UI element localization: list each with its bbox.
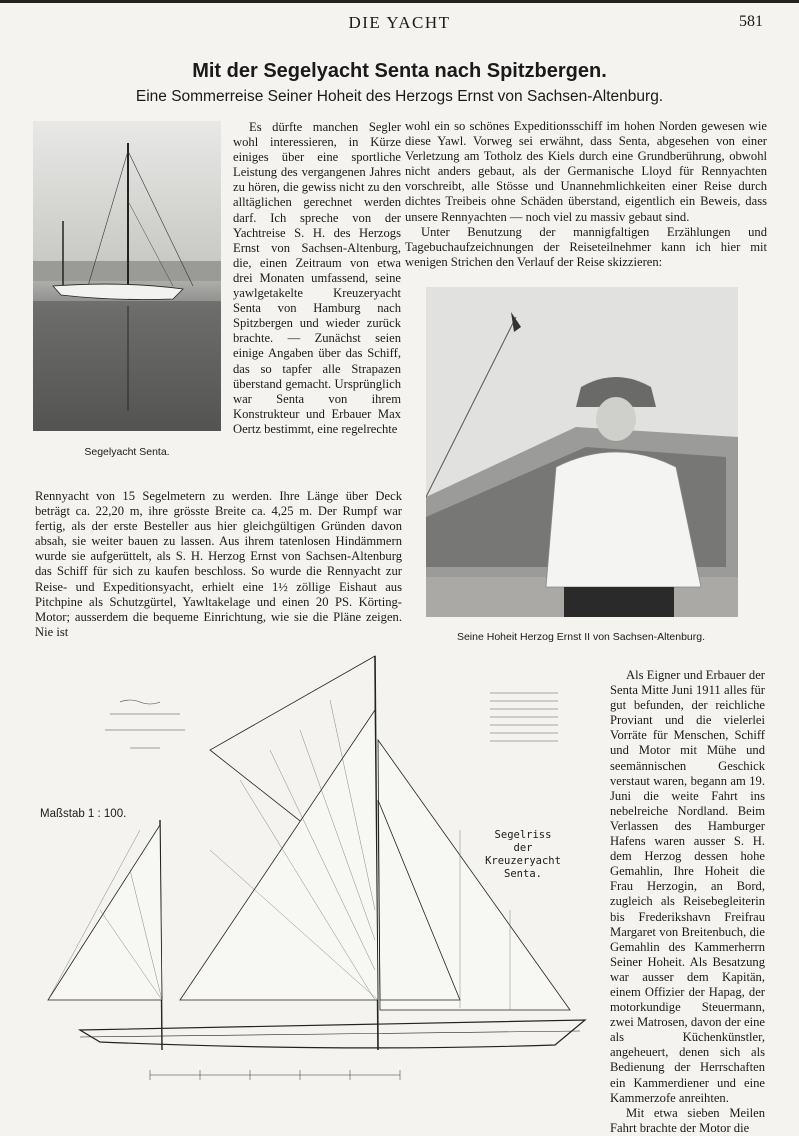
paragraph: Unter Benutzung der mannigfaltigen Erzählungen und Tagebuchaufzeichnungen der Reiseteilnehmer kann ich hier mit wenigen Strichen den Verlauf der Reise skizzieren: (405, 224, 767, 269)
column-1-top-text (233, 120, 401, 437)
column-2-text (405, 119, 767, 270)
sail-area-table (488, 688, 568, 748)
paragraph: Es dürfte manchen Segler wohl interessieren, in Kürze einiges über eine sportliche Leistung des vergangenen Jahres zu hören, die gewiss nicht zu den alltäglichen gerechnet werden darf. Ich spreche von der Yachtreise S. H. des Herzogs Ernst von Sachsen-Altenburg, die, einen Zeitraum von etwa drei Monaten umfassend, seine yawlgetakelte Kreuzeryacht Senta von Hamburg nach Spitzbergen und wieder zurück brachte. — Zunächst seien einige Angaben über das Schiff, das so tapfer alle Strapazen überstand gemacht. Ursprünglich war Senta von ihrem Konstrukteur und Erbauer Max Oertz bestimmt, eine regelrechte (233, 120, 401, 436)
yacht-photo (33, 121, 221, 431)
scale-label: Maßstab 1 : 100. (40, 808, 127, 820)
paragraph: wohl ein so schönes Expeditionsschiff im hohen Norden gewesen wie diese Yawl. Vorweg sei erwähnt, dass Senta, abgesehen von einer Verletzung am Totholz des Kiels durch eine Grundberührung, obwohl nicht anders gebaut, als der Germanische Lloyd für Rennyachten vorschreibt, alle Stösse und Unannehmlichkeiten einer Reise durch dichtes Treibeis ohne Schäden überstand, eigentlich ein Beweis, dass unsere Rennyachten — noch viel zu massiv gebaut sind. (405, 119, 767, 224)
column-3-text (610, 668, 765, 1136)
running-head: DIE YACHT (348, 13, 451, 32)
column-1-bottom-text (35, 489, 402, 640)
article-title: Mit der Segelyacht Senta nach Spitzbergen. (192, 60, 607, 82)
paragraph: Rennyacht von 15 Segelmetern zu werden. Ihre Länge über Deck beträgt ca. 22,20 m, ihre grösste Breite ca. 4,25 m. Der Rumpf war fertig, als der erste Besteller aus hier gleichgültigen Gründen davon absah, sie weiter bauen zu lassen. Aus ihrem tatenlosen Hindämmern wurde sie aufgerüttelt, als S. H. Herzog Ernst von Sachsen-Altenburg das Schiff für sich zu kaufen beschloss. So wurde die Rennyacht zur Reise- und Expeditionsyacht, erhielt eine 1½ zöllige Eishaut aus Pitchpine als Schutzgürtel, Yawltakelage und einen 20 PS. Körting-Motor; ausserdem die bequeme Einrichtung, wie sie die Pläne zeigen. Nie ist (35, 489, 402, 639)
article-subtitle: Eine Sommerreise Seiner Hoheit des Herzogs Ernst von Sachsen-Altenburg. (135, 88, 664, 105)
duke-photo-caption: Seine Hoheit Herzog Ernst II von Sachsen-Altenburg. (456, 631, 706, 643)
paragraph: Als Eigner und Erbauer der Senta Mitte Juni 1911 alles für gut befunden, der reichliche Proviant und die vielerlei Vorräte für Menschen, Schiff und Motor mit Mühe und seemännischen Geschick verstaut waren, begann am 19. Juni die weite Fahrt ins nebelreiche Nordland. Beim Verlassen des Hamburger Hafens waren ausser S. H. dem Herzog dessen hohe Gemahlin, Ihre Hoheit die Frau Herzogin, an Bord, zugleich als Reisebegleiterin bis Frederikshavn Freifrau Margaret von Breitenbuch, die Gemahlin des Kammerherrn Seiner Hoheit. Als Besatzung war ausser dem Kapitän, einem Offizier der Hapag, der motorkundige Steuermann, zwei Matrosen, davon der eine als Küchenkünstler, angeheuert, denen sich als Bedienung der Herrschaften ein Kammerdiener und eine Kammerzofe anreihten. (610, 668, 765, 1105)
sail-plan-caption: Segelriss der Kreuzeryacht Senta. (485, 829, 561, 880)
plan-title-block (100, 696, 190, 762)
paragraph: Mit etwa sieben Meilen Fahrt brachte der Motor die (610, 1105, 765, 1135)
yacht-photo-caption: Segelyacht Senta. (84, 446, 170, 458)
duke-photo (426, 287, 738, 617)
top-rule (0, 0, 799, 3)
page-number: 581 (739, 13, 763, 30)
